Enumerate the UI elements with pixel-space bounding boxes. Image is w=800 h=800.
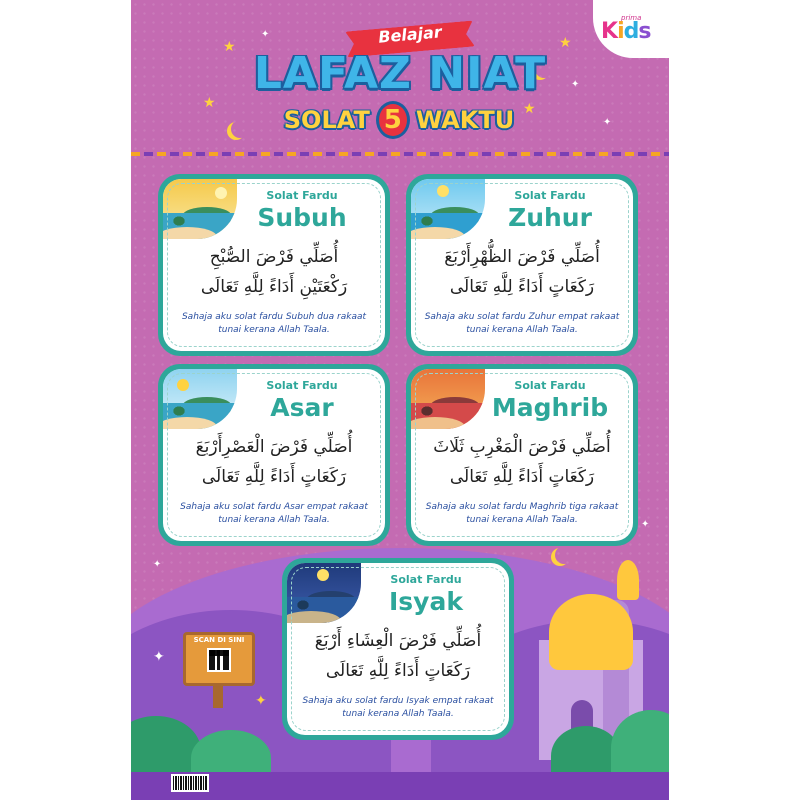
sparkle-icon: ✦ (571, 79, 580, 90)
arabic-line-1: أُصَلِّي فَرْضَ الصُّبْحِ (209, 247, 339, 267)
mosque-dome (549, 594, 633, 670)
subtitle-number-badge: 5 (376, 101, 410, 139)
crescent-icon (555, 546, 573, 564)
arabic-line-2: رَكَعَاتٍ أَدَاءً لِلَّهِ تَعَالَى (449, 467, 595, 487)
prima-kids-logo (593, 0, 669, 58)
ribbon-text: Belajar (377, 22, 443, 47)
sparkle-icon: ✦ (153, 649, 165, 665)
card-subuh (158, 174, 390, 356)
page-subtitle (249, 101, 549, 139)
prayer-name: Asar (270, 393, 334, 422)
star-icon: ✦ (255, 693, 267, 709)
footer (131, 772, 669, 800)
card-label: Solat Fardu (266, 379, 338, 392)
arabic-line-1: أُصَلِّي فَرْضَ الْعَصْرِأَرْبَعَ (195, 437, 353, 457)
scene-sunset-icon (411, 369, 485, 429)
barcode-icon (171, 774, 209, 792)
translation: Sahaja aku solat fardu Zuhur empat rakaat tunai kerana Allah Taala. (424, 312, 620, 335)
card-label: Solat Fardu (266, 189, 338, 202)
translation: Sahaja aku solat fardu Subuh dua rakaat tunai kerana Allah Taala. (181, 312, 367, 335)
card-label: Solat Fardu (390, 573, 462, 586)
scene-night-icon (287, 563, 361, 623)
subtitle-left: SOLAT (283, 106, 370, 134)
prayer-name: Isyak (389, 587, 463, 616)
star-icon: ★ (559, 35, 572, 51)
poster (131, 0, 669, 800)
qr-code-icon[interactable] (207, 648, 231, 672)
card-asar (158, 364, 390, 546)
sign-text: SCAN DI SINI (193, 636, 245, 644)
prayer-name: Subuh (257, 203, 347, 232)
arabic-line-1: أُصَلِّي فَرْضَ الْعِشَاءِ أَرْبَعَ (314, 631, 482, 651)
logo-prima-text: prima (621, 14, 642, 22)
sparkle-icon: ✦ (641, 519, 650, 530)
card-label: Solat Fardu (514, 379, 586, 392)
sparkle-icon: ✦ (153, 559, 162, 570)
arabic-line-2: رَكَعَاتٍ أَدَاءً لِلَّهِ تَعَالَى (449, 277, 595, 297)
arabic-line-2: رَكْعَتَيْنِ أَدَاءً لِلَّهِ تَعَالَى (200, 277, 348, 297)
translation: Sahaja aku solat fardu Maghrib tiga rakaat tunai kerana Allah Taala. (425, 502, 619, 525)
translation: Sahaja aku solat fardu Asar empat rakaat tunai kerana Allah Taala. (180, 502, 368, 525)
card-label: Solat Fardu (514, 189, 586, 202)
star-icon: ★ (523, 101, 536, 117)
card-zuhur (406, 174, 638, 356)
translation: Sahaja aku solat fardu Isyak empat rakaat tunai kerana Allah Taala. (302, 696, 494, 719)
scene-afternoon-icon (163, 369, 237, 429)
sparkle-icon: ✦ (261, 29, 270, 40)
card-isyak (282, 558, 514, 740)
subtitle-right: WAKTU (415, 106, 515, 134)
star-icon: ★ (203, 95, 216, 111)
arabic-line-1: أُصَلِّي فَرْضَ الظُّهْرِأَرْبَعَ (444, 247, 600, 267)
divider (131, 152, 669, 156)
star-icon: ★ (223, 39, 236, 55)
page-title: LAFAZ NIAT (253, 48, 547, 99)
arabic-line-2: رَكَعَاتٍ أَدَاءً لِلَّهِ تَعَالَى (201, 467, 347, 487)
arabic-line-2: رَكَعَاتٍ أَدَاءً لِلَّهِ تَعَالَى (325, 661, 471, 681)
scene-noon-icon (411, 179, 485, 239)
arabic-line-1: أُصَلِّي فَرْضَ الْمَغْرِبِ ثَلَاثَ (433, 437, 611, 457)
scene-dawn-icon (163, 179, 237, 239)
crescent-icon (231, 120, 249, 138)
mosque-tower-dome (617, 560, 639, 600)
prayer-name: Maghrib (491, 393, 609, 422)
logo-kids-text: Kids (601, 19, 651, 44)
card-maghrib (406, 364, 638, 546)
sparkle-icon: ✦ (603, 117, 612, 128)
prayer-name: Zuhur (508, 203, 592, 232)
